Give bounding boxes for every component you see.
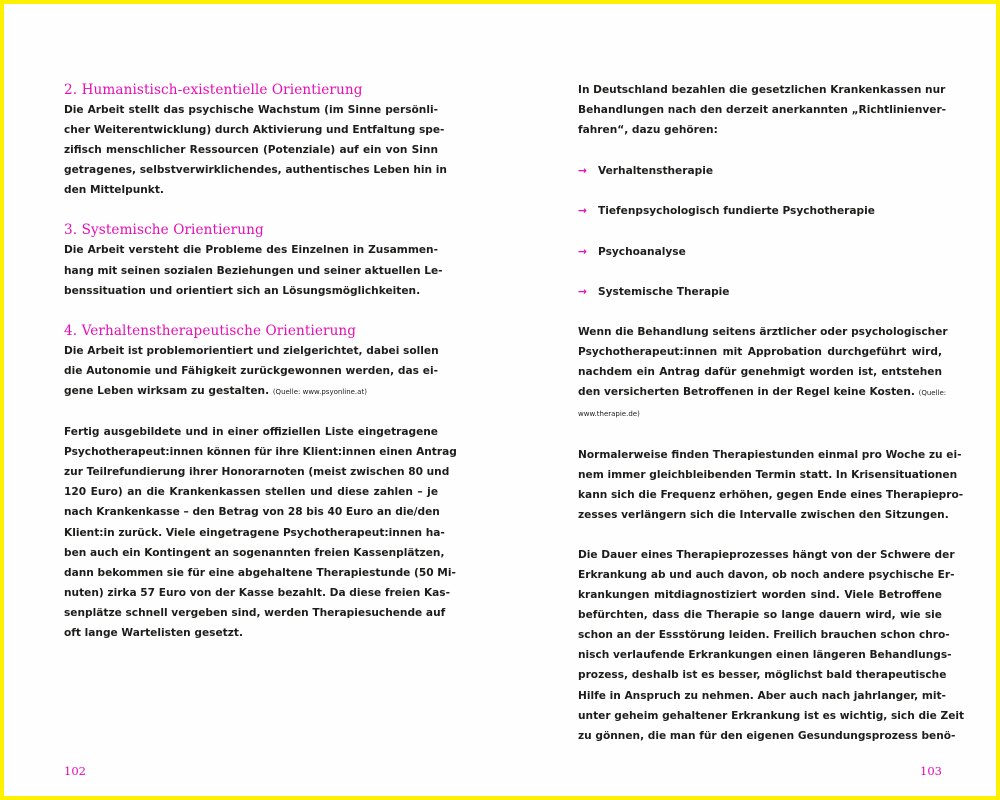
text-line: befürchten, dass die Therapie so lange dauern wird, wie sie [578, 609, 942, 622]
text-line: ben auch ein Kontingent an sogenannten freien Kassenplätzen, [64, 546, 445, 559]
list-item-label: Systemische Therapie [598, 285, 730, 298]
text-line: In Deutschland bezahlen die gesetzlichen Krankenkassen nur [578, 84, 946, 96]
text-line: zur Teilrefundierung ihrer Honorarnoten (meist zwischen 80 und [64, 466, 450, 479]
source-citation: www.therapie.de) [578, 410, 640, 419]
left-page [4, 4, 504, 796]
paragraph-intro [578, 80, 947, 140]
text-line: prozess, deshalb ist es besser, möglichst bald therapeutische [578, 669, 947, 682]
list-item [578, 242, 942, 282]
text-line: Die Arbeit stellt das psychische Wachstum (im Sinne persönli- [64, 104, 438, 116]
text-line: Psychotherapeut:innen können für ihre Klient:innen einen Antrag [64, 446, 457, 459]
section-behavioral [64, 321, 438, 402]
text-line: Die Arbeit versteht die Probleme des Einzelnen in Zusammen- [64, 244, 438, 257]
arrow-icon: → [578, 205, 587, 218]
text-line: Behandlungen nach den derzeit anerkannten „Richtlinienver- [578, 104, 947, 117]
list-item-label: Verhaltenstherapie [598, 165, 714, 178]
text-line: fahren“, dazu gehören: [578, 124, 718, 137]
list-item-label: Psychoanalyse [598, 245, 686, 258]
list-item [578, 282, 942, 322]
text-line: unter geheim gehaltener Erkrankung ist es wichtig, sich die Zeit [578, 709, 965, 722]
text-line [64, 381, 438, 402]
list-item [578, 201, 942, 241]
text-line: Klient:in zurück. Viele eingetragene Psychotherapeut:innen ha- [64, 526, 445, 539]
list-item [578, 161, 942, 201]
page-number: 103 [920, 764, 942, 778]
text-line: Fertig ausgebildete und in einer offiziellen Liste eingetragene [64, 426, 438, 439]
text-line [578, 382, 947, 403]
text-line: schon an der Essstörung leiden. Freilich brauchen schon chro- [578, 629, 950, 642]
text-line: nuten) zirka 57 Euro von der Kasse bezahlt. Da diese freien Kas- [64, 586, 451, 599]
text-line: zu gönnen, die man für den eigenen Gesundungsprozess benö- [578, 729, 956, 742]
paragraph-costs [578, 322, 948, 424]
right-page [504, 4, 1000, 796]
paragraph-refund [64, 422, 457, 643]
paragraph-frequency [578, 445, 964, 525]
text-line: Wenn die Behandlung seitens ärztlicher oder psychologischer [578, 326, 948, 339]
arrow-icon: → [578, 165, 587, 178]
therapy-list [578, 161, 942, 322]
section-humanistic [64, 80, 447, 200]
text-line: zesses verlängern sich die Intervalle zwischen den Sitzungen. [578, 508, 949, 521]
text-line: Erkrankung ab und auch davon, ob noch andere psychische Er- [578, 568, 955, 581]
text-line: nem immer gleichbleibenden Termin statt. In Krisensituationen [578, 468, 958, 481]
section-heading: 3. Systemische Orientierung [64, 222, 264, 239]
text-line: senplätze schnell vergeben sind, werden Therapiesuchende auf [64, 606, 446, 619]
text-line: Hilfe in Anspruch zu nehmen. Aber auch nach jahrlanger, mit- [578, 689, 946, 702]
text-line: getragenes, selbstverwirklichendes, authentisches Leben hin in [64, 164, 447, 177]
text-span: gene Leben wirksam zu gestalten. [64, 384, 270, 397]
arrow-icon: → [578, 245, 587, 258]
section-systemic [64, 220, 443, 300]
text-line: Die Dauer eines Therapieprozesses hängt von der Schwere der [578, 548, 955, 561]
text-line: oft lange Wartelisten gesetzt. [64, 626, 243, 639]
text-line: Normalerweise finden Therapiestunden einmal pro Woche zu ei- [578, 448, 962, 461]
arrow-icon: → [578, 285, 587, 298]
text-line: krankungen mitdiagnostiziert worden sind. Viele Betroffene [578, 589, 942, 602]
paragraph-duration [578, 545, 965, 746]
text-line: die Autonomie und Fähigkeit zurückgewonnen werden, das ei- [64, 364, 438, 377]
source-citation: (Quelle: www.psyonline.at) [272, 387, 367, 396]
source-citation: (Quelle: [918, 389, 947, 398]
text-line: nachdem ein Antrag dafür genehmigt worden ist, entstehen [578, 366, 942, 379]
text-line: kann sich die Frequenz erhöhen, gegen Ende eines Therapiepro- [578, 488, 964, 501]
section-heading: 4. Verhaltenstherapeutische Orientierung [64, 322, 357, 339]
list-item-label: Tiefenpsychologisch fundierte Psychotherapie [598, 205, 875, 218]
text-line: nach Krankenkasse – den Betrag von 28 bis 40 Euro an die/den [64, 506, 440, 519]
text-line [578, 403, 942, 424]
right-text-column [578, 80, 965, 746]
text-line: cher Weiterentwicklung) durch Aktivierung und Entfaltung spe- [64, 124, 445, 137]
text-line: zifisch menschlicher Ressourcen (Potenziale) auf ein von Sinn [64, 144, 438, 157]
left-text-column [64, 80, 457, 643]
text-line: benssituation und orientiert sich an Lösungsmöglichkeiten. [64, 284, 421, 297]
text-line: den Mittelpunkt. [64, 184, 164, 197]
text-span: den versicherten Betroffenen in der Regel keine Kosten. [578, 386, 915, 399]
text-line: dann bekommen sie für eine abgehaltene Therapiestunde (50 Mi- [64, 566, 456, 579]
text-line: Die Arbeit ist problemorientiert und zielgerichtet, dabei sollen [64, 344, 439, 357]
text-line: hang mit seinen sozialen Beziehungen und seiner aktuellen Le- [64, 264, 443, 277]
section-heading: 2. Humanistisch-existentielle Orientierung [64, 82, 363, 98]
text-line: 120 Euro) an die Krankenkassen stellen und diese zahlen – je [64, 486, 438, 499]
text-line: Psychotherapeut:innen mit Approbation durchgeführt wird, [578, 346, 942, 359]
text-line: nisch verlaufende Erkrankungen einen längeren Behandlungs- [578, 649, 952, 662]
page-number: 102 [64, 764, 86, 778]
